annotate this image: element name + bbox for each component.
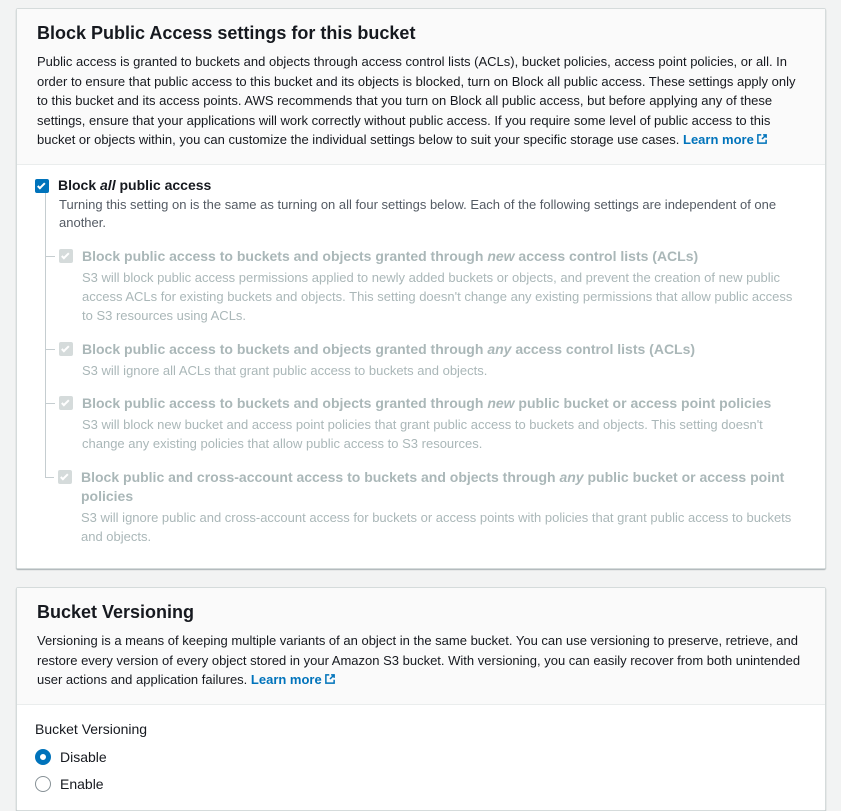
sub-setting-block-any-acls (45, 340, 805, 395)
sub-setting-description: S3 will ignore all ACLs that grant public access to buckets and objects. (82, 362, 488, 378)
sub-settings-tree (45, 247, 805, 550)
disable-radio-button[interactable] (35, 749, 51, 765)
block-public-access-header (17, 9, 825, 165)
section-description (37, 52, 805, 150)
sub-setting-title: Block public access to buckets and objects granted through new access control lists (ACLs) (82, 248, 699, 265)
sub-setting-description: S3 will block public access permissions applied to newly added buckets or objects, and prevent the creation of new public access ACLs for existing buckets and objects. This setting doesn't change any existing permissions that allow public access to S3 resources using ACLs. (82, 270, 793, 323)
sub-setting-checkbox-disabled (59, 249, 73, 263)
sub-setting-title: Block public and cross-account access to buckets and objects through any public bucket or access point policies (81, 468, 785, 504)
sub-setting-checkbox-disabled (59, 342, 73, 356)
check-icon (37, 181, 45, 189)
check-icon (61, 398, 69, 406)
sub-setting-checkbox-disabled (59, 396, 73, 410)
bucket-versioning-header (17, 588, 825, 705)
disable-radio-label: Disable (60, 748, 107, 765)
sub-setting-title: Block public access to buckets and objects granted through new public bucket or access point policies (82, 395, 772, 412)
section-description-text: Public access is granted to buckets and objects through access control lists (ACLs), bucket policies, access point policies, or all. In order to ensure that public access to this bucket and its objects is blocked, turn on Block all public access. These settings apply only to this bucket and its access points. AWS recommends that you turn on Block all public access, but before applying any of these settings, ensure that your applications will work correctly without public access. If you require some level of public access to this bucket or objects within, you can customize the individual settings below to suit your specific storage use cases. (37, 54, 796, 147)
check-icon (60, 472, 68, 480)
enable-radio-button[interactable] (35, 776, 51, 792)
sub-setting-block-new-policies (45, 394, 805, 468)
bucket-versioning-body (17, 705, 825, 810)
section-description (37, 631, 805, 690)
external-link-icon (324, 673, 336, 685)
sub-setting-description: S3 will ignore public and cross-account access for buckets or access points with policies that grant public access to buckets and objects. (81, 509, 792, 544)
learn-more-link[interactable]: Learn more (683, 132, 768, 147)
section-title: Bucket Versioning (37, 602, 195, 623)
versioning-disable-option (35, 749, 805, 765)
block-all-public-access-label: Block all public access (58, 176, 212, 193)
learn-more-link[interactable]: Learn more (251, 672, 336, 687)
sub-setting-description: S3 will block new bucket and access point policies that grant public access to buckets and objects. This setting doesn't change any existing policies that allow public access to S3 resources. (82, 417, 763, 452)
block-public-access-body (17, 165, 825, 569)
section-description-text: Versioning is a means of keeping multiple variants of an object in the same bucket. You can use versioning to preserve, retrieve, and restore every version of every object stored in your Amazon S3 bucket. With versioning, you can easily recover from both unintended user actions and application failures. (37, 633, 801, 688)
versioning-enable-option (35, 776, 805, 792)
sub-setting-title: Block public access to buckets and objects granted through any access control lists (ACLs) (82, 340, 696, 357)
enable-radio-label: Enable (60, 775, 104, 792)
check-icon (61, 344, 69, 352)
sub-setting-block-cross-account (45, 468, 805, 550)
external-link-icon (756, 133, 768, 145)
check-icon (61, 251, 69, 259)
bucket-versioning-card (16, 587, 826, 811)
block-public-access-card (16, 8, 826, 569)
block-all-description: Turning this setting on is the same as turning on all four settings below. Each of the following settings are independent of one another. (45, 193, 805, 248)
sub-setting-block-new-acls (45, 247, 805, 339)
section-title: Block Public Access settings for this bucket (37, 23, 416, 43)
block-all-public-access-checkbox[interactable] (35, 179, 49, 193)
block-all-public-access-row (35, 177, 805, 193)
sub-setting-checkbox-disabled (58, 470, 72, 484)
bucket-versioning-field-label: Bucket Versioning (35, 720, 148, 737)
